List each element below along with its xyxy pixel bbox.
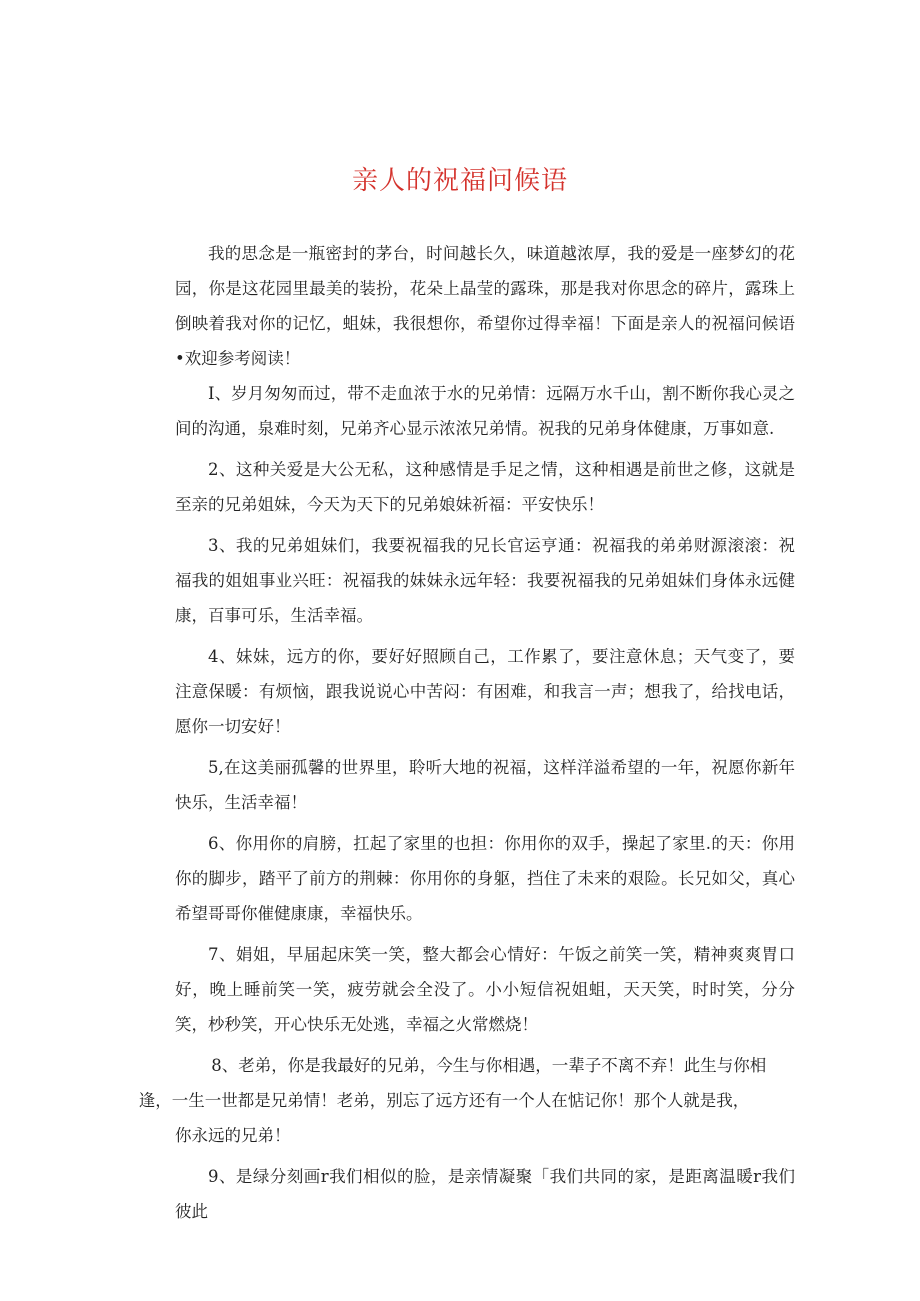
greeting-item-8-line: 你永远的兄弟！ — [175, 1126, 291, 1145]
greeting-item-9: 9、是绿分刻画r我们相似的脸，是亲情凝聚「我们共同的家，是距离温暖r我们彼此 — [175, 1167, 795, 1221]
greeting-item-8 — [138, 1048, 795, 1153]
greeting-item-7: 7、娟姐，早届起床笑一笑，整大都会心情好：午饭之前笑一笑，精神爽爽胃口好，晚上睡前笑一笑，疲劳就会全没了。小小短信祝姐蛆，天天笑，时时笑，分分笑，杪秒笑，开心快乐无处逃，幸福之火常燃烧！ — [175, 945, 795, 1034]
greeting-item-4: 4、妹妹，远方的你，要好好照顾自己，工作累了，要注意休息；天气变了，要注意保暖：有烦恼，跟我说说心中苦闷：有困难，和我言一声；想我了，给找电话，愿你一切安好！ — [175, 647, 795, 736]
greeting-item-6: 6、你用你的肩膀，扛起了家里的也担：你用你的双手，操起了家里.的天：你用你的脚步，踏平了前方的荆棘：你用你的身躯，挡住了未来的艰险。长兄如父，真心希望哥哥你催健康康，幸福快乐。 — [175, 834, 795, 923]
greeting-item-8-line: 逢，一生一世都是兄弟情！老弟，别忘了远方还有一个人在惦记你！那个人就是我， — [138, 1091, 750, 1110]
greeting-item-5: 5,在这美丽孤馨的世界里，聆听大地的祝福，这样洋溢希望的一年，祝愿你新年快乐，生活幸福！ — [175, 758, 795, 812]
document-title: 亲人的祝福问候语 — [351, 166, 568, 196]
greeting-item-8-line: 8、老弟，你是我最好的兄弟，今生与你相遇，一辈子不离不弃！此生与你相 — [211, 1056, 767, 1075]
intro-paragraph: 我的思念是一瓶密封的茅台，时间越长久，味道越浓厚，我的爱是一座梦幻的花园，你是这花园里最美的装扮，花朵上晶莹的露珠，那是我对你思念的碎片，露珠上倒映着我对你的记忆，蛆妹，我很想你，希望你过得幸福！下面是亲人的祝福问候语•欢迎参考阅读！ — [175, 244, 795, 368]
document-body — [138, 236, 795, 1235]
greeting-item-2: 2、这种关爱是大公无私，这种感情是手足之情，这种相遇是前世之修，这就是至亲的兄弟姐妹，今天为天下的兄弟娘妹祈福：平安快乐！ — [175, 460, 795, 514]
greeting-item-3: 3、我的兄弟姐妹们，我要祝福我的兄长官运亨通：祝福我的弟弟财源滚滚：祝福我的姐姐事业兴旺：祝福我的妹妹永远年轻：我要祝福我的兄弟姐妹们身体永远健康，百事可乐，生活幸福。 — [175, 536, 795, 625]
greeting-item-1: I、岁月匆匆而过，带不走血浓于水的兄弟情：远隔万水千山，割不断你我心灵之间的沟通，泉难时刻，兄弟齐心显示浓浓兄弟情。祝我的兄弟身体健康，万事如意. — [175, 384, 795, 438]
